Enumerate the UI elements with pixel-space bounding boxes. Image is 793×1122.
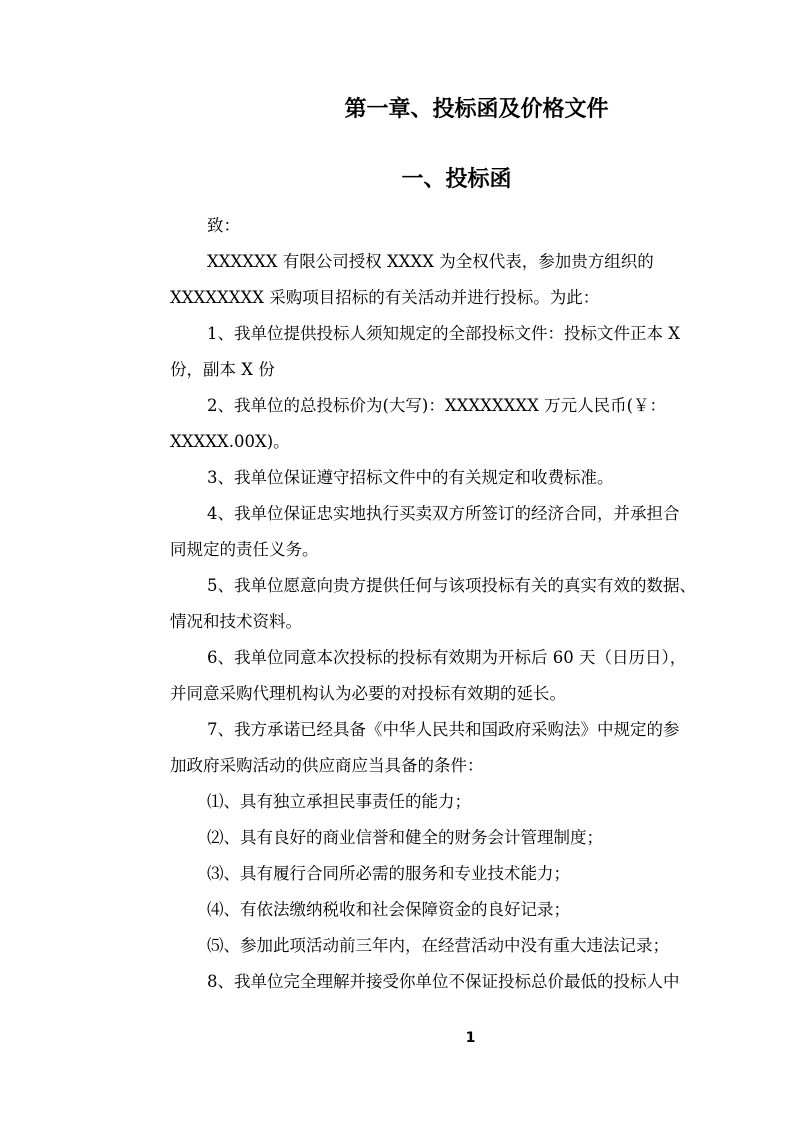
paragraph-line: XXXXXXXX 采购项目招标的有关活动并进行投标。为此：	[170, 288, 600, 307]
condition-item: ⑸、参加此项活动前三年内，在经营活动中没有重大违法记录；	[207, 936, 669, 955]
salutation-line: 致：	[207, 216, 240, 235]
condition-item: ⑴、具有独立承担民事责任的能力；	[207, 792, 471, 811]
paragraph-line: 4、我单位保证忠实地执行买卖双方所签订的经济合同，并承担合	[207, 504, 680, 523]
paragraph-line: 3、我单位保证遵守招标文件中的有关规定和收费标准。	[207, 468, 614, 487]
paragraph-line: 份，副本 X 份	[170, 360, 275, 379]
paragraph-line: 加政府采购活动的供应商应当具备的条件：	[170, 756, 484, 775]
paragraph-line: 5、我单位愿意向贵方提供任何与该项投标有关的真实有效的数据、	[207, 576, 696, 595]
condition-item: ⑶、具有履行合同所必需的服务和专业技术能力；	[207, 864, 570, 883]
paragraph-line: XXXXX.00X)。	[170, 432, 290, 451]
paragraph-line: 8、我单位完全理解并接受你单位不保证投标总价最低的投标人中	[207, 972, 680, 991]
paragraph-line: 7、我方承诺已经具备《中华人民共和国政府采购法》中规定的参	[207, 720, 680, 739]
condition-item: ⑵、具有良好的商业信誉和健全的财务会计管理制度；	[207, 828, 603, 847]
paragraph-line: 情况和技术资料。	[170, 612, 302, 631]
paragraph-line: 6、我单位同意本次投标的投标有效期为开标后 60 天（日历日），	[207, 648, 687, 667]
condition-item: ⑷、有依法缴纳税收和社会保障资金的良好记录；	[207, 900, 570, 919]
paragraph-line: XXXXXX 有限公司授权 XXXX 为全权代表，参加贵方组织的	[207, 252, 654, 271]
letter-body	[170, 208, 740, 1000]
chapter-title: 第一章、投标函及价格文件	[344, 97, 609, 122]
paragraph-line: 1、我单位提供投标人须知规定的全部投标文件：投标文件正本 X	[207, 324, 680, 343]
paragraph-line: 2、我单位的总投标价为(大写)：XXXXXXXX 万元人民币(￥：	[207, 396, 667, 415]
page-number: 1	[465, 1030, 476, 1046]
paragraph-line: 同规定的责任义务。	[170, 540, 319, 559]
section-title: 一、投标函	[401, 167, 512, 192]
paragraph-line: 并同意采购代理机构认为必要的对投标有效期的延长。	[170, 684, 566, 703]
